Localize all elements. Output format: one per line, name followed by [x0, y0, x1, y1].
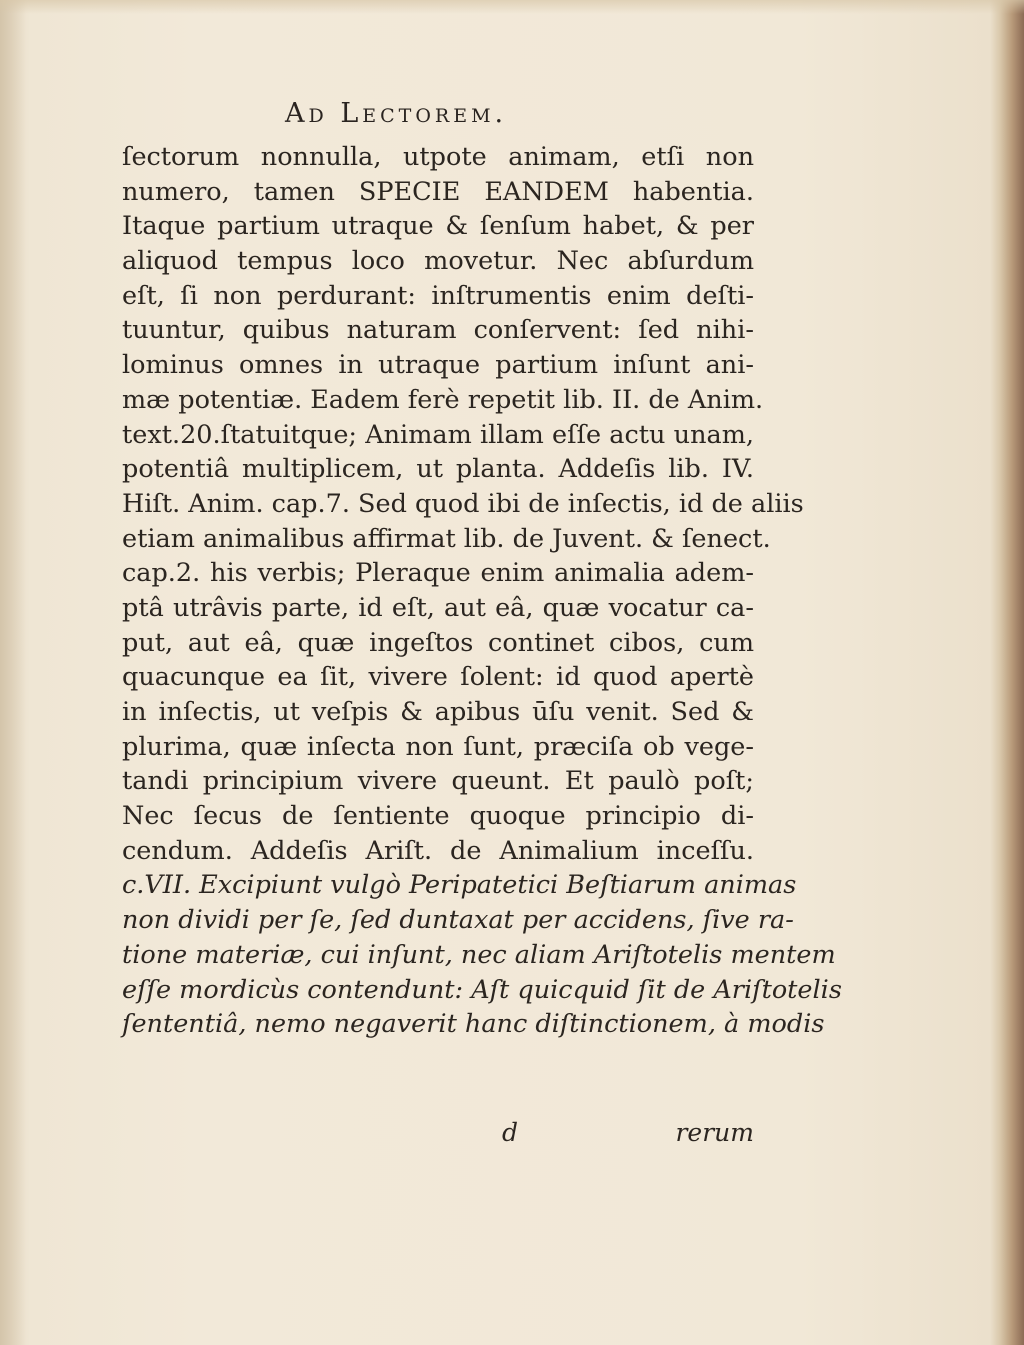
text-line: c.VII. Excipiunt vulgò Peripatetici Beſtiarum animas: [122, 870, 797, 901]
text-line: plurima, quæ inſecta non ſunt, præciſa ob vege-: [122, 731, 754, 762]
text-line: ptâ utrâvis parte, id eſt, aut eâ, quæ vocatur ca-: [122, 592, 754, 623]
text-line: eſſe mordicùs contendunt: Aſt quicquid ſit de Ariſtotelis: [122, 974, 842, 1005]
text-line: cap.2. his verbis; Pleraque enim animalia adem-: [122, 558, 754, 589]
catchword: rerum: [675, 1118, 754, 1147]
text-line: numero, tamen SPECIE EANDEM habentia.: [122, 176, 754, 207]
running-head: Ad Lectorem.: [285, 98, 508, 129]
text-line: Itaque partium utraque & ſenſum habet, & per: [122, 211, 754, 242]
text-line: etiam animalibus affirmat lib. de Juvent. & ſenect.: [122, 523, 771, 554]
text-line: text.20.ſtatuitque; Animam illam eſſe actu unam,: [122, 419, 754, 450]
text-line: Hiſt. Anim. cap.7. Sed quod ibi de inſectis, id de aliis: [122, 488, 804, 519]
text-line: non dividi per ſe, ſed duntaxat per accidens, ſive ra-: [122, 905, 794, 936]
text-line: eſt, ſi non perdurant: inſtrumentis enim deſti-: [122, 280, 754, 311]
body-text: [122, 140, 842, 1042]
text-line: quacunque ea ſit, vivere ſolent: id quod apertè: [122, 662, 754, 693]
text-line: mæ potentiæ. Eadem ferè repetit lib. II. de Anim.: [122, 384, 764, 415]
text-line: potentiâ multiplicem, ut planta. Addeſis lib. IV.: [122, 454, 754, 485]
page-footer: [122, 1112, 754, 1152]
text-line: cendum. Addeſis Ariſt. de Animalium inceſſu.: [122, 835, 754, 866]
text-line: ſectorum nonnulla, utpote animam, etſi non: [122, 142, 754, 172]
signature-mark: d: [502, 1118, 519, 1147]
text-line: tione materiæ, cui inſunt, nec aliam Ariſtotelis mentem: [122, 939, 836, 970]
text-line: put, aut eâ, quæ ingeſtos continet cibos, cum: [122, 627, 754, 658]
text-line: in inſectis, ut veſpis & apibus ūſu venit. Sed &: [122, 697, 754, 727]
text-line: tandi principium vivere queunt. Et paulò poſt;: [122, 766, 754, 797]
text-line: ſententiâ, nemo negaverit hanc diſtinctionem, à modis: [122, 1009, 825, 1040]
text-line: Nec ſecus de ſentiente quoque principio di-: [122, 801, 754, 832]
text-line: aliquod tempus loco movetur. Nec abſurdum: [122, 246, 754, 277]
text-line: lominus omnes in utraque partium inſunt ani-: [122, 350, 754, 381]
text-line: tuuntur, quibus naturam conſervent: ſed nihi-: [122, 315, 754, 346]
